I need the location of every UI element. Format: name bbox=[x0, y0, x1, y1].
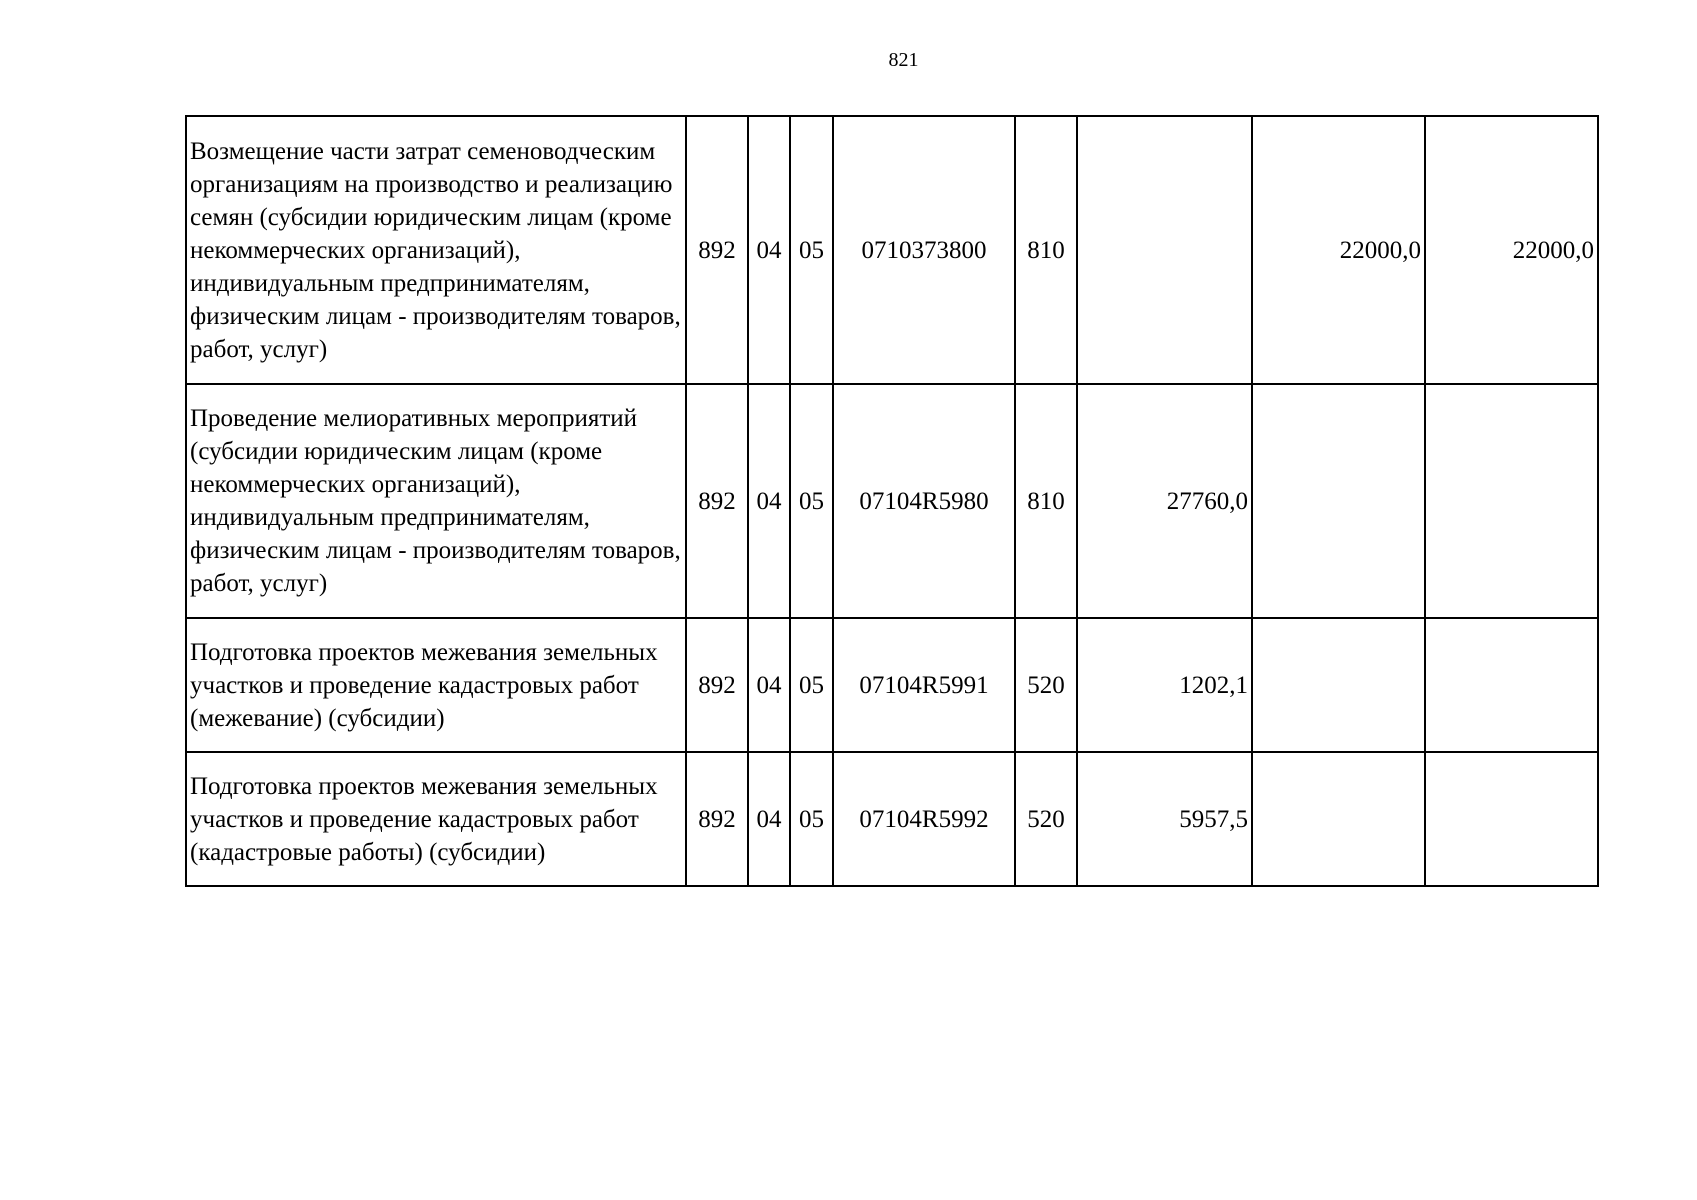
expense-name-cell: Подготовка проектов межевания земельных участков и проведение кадастровых работ (кадастровые работы) (субсидии) bbox=[186, 752, 686, 886]
amount-cell bbox=[1425, 752, 1598, 886]
amount-cell bbox=[1425, 384, 1598, 618]
table-row bbox=[186, 752, 1598, 886]
ministry-code-cell: 892 bbox=[686, 618, 748, 752]
section-code-cell: 04 bbox=[748, 116, 790, 384]
subsection-code-cell: 05 bbox=[790, 752, 833, 886]
amount-cell: 22000,0 bbox=[1425, 116, 1598, 384]
amount-cell: 5957,5 bbox=[1077, 752, 1252, 886]
expense-name-cell: Возмещение части затрат семеноводческим организациям на производство и реализацию семян (субсидии юридическим лицам (кроме некоммерческих организаций), индивидуальным предпринимателям, физическим лицам - производителям товаров, работ, услуг) bbox=[186, 116, 686, 384]
ministry-code-cell: 892 bbox=[686, 384, 748, 618]
section-code-cell: 04 bbox=[748, 618, 790, 752]
target-article-cell: 07104R5992 bbox=[833, 752, 1015, 886]
amount-cell bbox=[1252, 384, 1425, 618]
table-row bbox=[186, 618, 1598, 752]
budget-table bbox=[185, 115, 1599, 887]
expense-type-cell: 810 bbox=[1015, 384, 1077, 618]
table-row bbox=[186, 116, 1598, 384]
section-code-cell: 04 bbox=[748, 752, 790, 886]
subsection-code-cell: 05 bbox=[790, 384, 833, 618]
amount-cell bbox=[1252, 618, 1425, 752]
amount-cell bbox=[1077, 116, 1252, 384]
ministry-code-cell: 892 bbox=[686, 752, 748, 886]
expense-type-cell: 520 bbox=[1015, 618, 1077, 752]
target-article-cell: 0710373800 bbox=[833, 116, 1015, 384]
section-code-cell: 04 bbox=[748, 384, 790, 618]
amount-cell: 1202,1 bbox=[1077, 618, 1252, 752]
target-article-cell: 07104R5991 bbox=[833, 618, 1015, 752]
subsection-code-cell: 05 bbox=[790, 116, 833, 384]
expense-type-cell: 810 bbox=[1015, 116, 1077, 384]
expense-name-cell: Подготовка проектов межевания земельных участков и проведение кадастровых работ (межевание) (субсидии) bbox=[186, 618, 686, 752]
amount-cell: 22000,0 bbox=[1252, 116, 1425, 384]
amount-cell bbox=[1252, 752, 1425, 886]
page-number: 821 bbox=[888, 49, 919, 71]
target-article-cell: 07104R5980 bbox=[833, 384, 1015, 618]
expense-name-cell: Проведение мелиоративных мероприятий (субсидии юридическим лицам (кроме некоммерческих организаций), индивидуальным предпринимателям, физическим лицам - производителям товаров, работ, услуг) bbox=[186, 384, 686, 618]
amount-cell: 27760,0 bbox=[1077, 384, 1252, 618]
table-row bbox=[186, 384, 1598, 618]
amount-cell bbox=[1425, 618, 1598, 752]
ministry-code-cell: 892 bbox=[686, 116, 748, 384]
expense-type-cell: 520 bbox=[1015, 752, 1077, 886]
subsection-code-cell: 05 bbox=[790, 618, 833, 752]
